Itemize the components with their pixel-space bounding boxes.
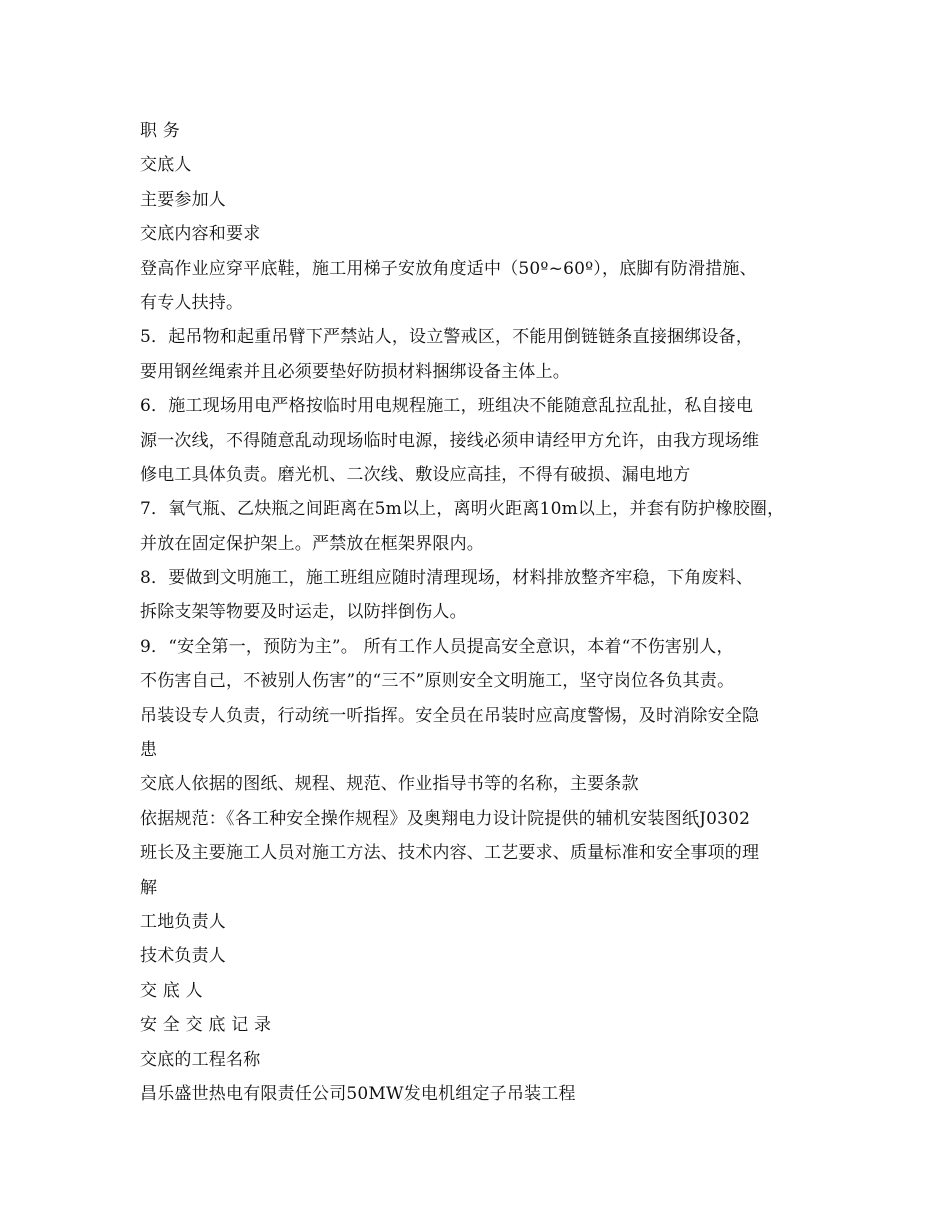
paragraph-line: 并放在固定保护架上。严禁放在框架界限内。 bbox=[140, 533, 484, 554]
paragraph-line: 6．施工现场用电严格按临时用电规程施工，班组决不能随意乱拉乱扯，私自接电 bbox=[140, 396, 754, 417]
field-label-technical-manager: 技术负责人 bbox=[140, 946, 226, 967]
paragraph-line: 患 bbox=[140, 740, 158, 761]
paragraph-line: 不伤害自己，不被别人伤害”的“三不”原则安全文明施工，坚守岗位各负其责。 bbox=[140, 671, 735, 692]
paragraph-line: 5．起吊物和起重吊臂下严禁站人，设立警戒区，不能用倒链链条直接捆绑设备， bbox=[140, 327, 754, 348]
document-body bbox=[140, 114, 840, 1111]
paragraph-line: 修电工具体负责。磨光机、二次线、敷设应高挂，不得有破损、漏电地方 bbox=[140, 464, 691, 485]
paragraph-line: 8．要做到文明施工，施工班组应随时清理现场，材料排放整齐牢稳，下角废料、 bbox=[140, 568, 754, 589]
paragraph-line: 9．“安全第一，预防为主”。 所有工作人员提高安全意识，本着“不伤害别人， bbox=[140, 636, 734, 657]
paragraph-line: 吊装设专人负责，行动统一听指挥。安全员在吊装时应高度警惕，及时消除安全隐 bbox=[140, 705, 760, 726]
paragraph-line: 7．氧气瓶、乙炔瓶之间距离在5m以上，离明火距离10m以上，并套有防护橡胶圈， bbox=[140, 499, 785, 520]
paragraph-line: 要用钢丝绳索并且必须要垫好防损材料捆绑设备主体上。 bbox=[140, 361, 570, 382]
field-label-project-name: 交底的工程名称 bbox=[140, 1049, 261, 1070]
field-label-position: 职 务 bbox=[140, 121, 181, 141]
paragraph-line: 源一次线，不得随意乱动现场临时电源，接线必须申请经甲方允许，由我方现场维 bbox=[140, 430, 760, 451]
paragraph-line: 拆除支架等物要及时运走，以防拌倒伤人。 bbox=[140, 602, 467, 623]
paragraph-line: 登高作业应穿平底鞋，施工用梯子安放角度适中（50º~60º），底脚有防滑措施、 bbox=[140, 258, 757, 279]
document-title: 安 全 交 底 记 录 bbox=[140, 1015, 272, 1036]
paragraph-line: 解 bbox=[140, 877, 158, 898]
paragraph-line: 有专人扶持。 bbox=[140, 292, 244, 313]
field-label-site-manager: 工地负责人 bbox=[140, 911, 226, 932]
paragraph-line: 依据规范：《各工种安全操作规程》及奥翔电力设计院提供的辅机安装图纸J0302 bbox=[140, 808, 751, 829]
section-heading-content-requirements: 交底内容和要求 bbox=[140, 224, 261, 245]
section-heading-basis: 交底人依据的图纸、规程、规范、作业指导书等的名称，主要条款 bbox=[140, 774, 639, 795]
project-name-value: 昌乐盛世热电有限责任公司50MW发电机组定子吊装工程 bbox=[140, 1083, 576, 1104]
section-heading-understanding: 班长及主要施工人员对施工方法、技术内容、工艺要求、质量标准和安全事项的理 bbox=[140, 843, 760, 864]
field-label-briefer-signature: 交 底 人 bbox=[140, 980, 203, 1001]
field-label-briefer: 交底人 bbox=[140, 155, 192, 176]
field-label-main-participants: 主要参加人 bbox=[140, 189, 226, 210]
